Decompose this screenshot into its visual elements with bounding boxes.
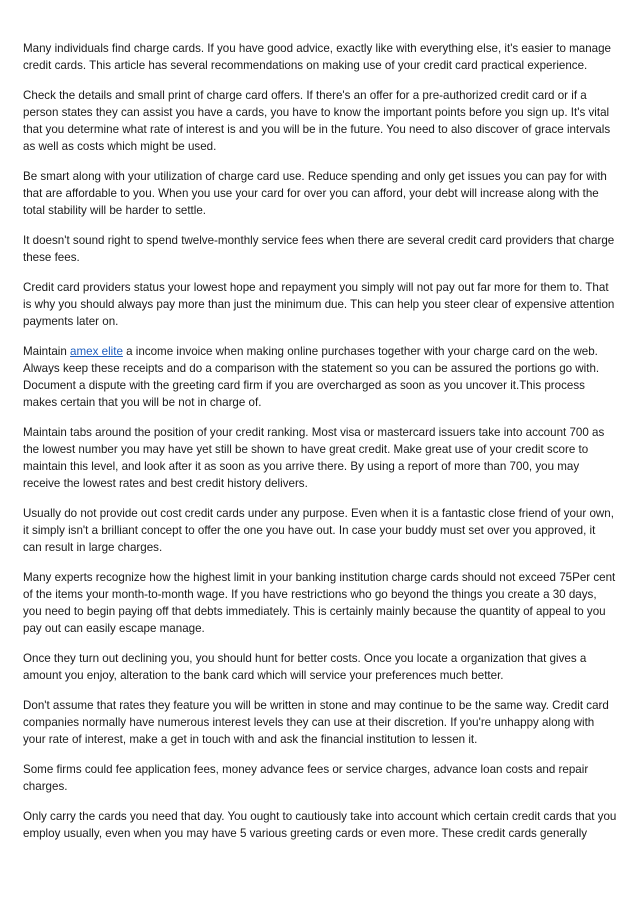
paragraph-8: Usually do not provide out cost credit cards under any purpose. Even when it is a fantastic close friend of your own, it simply isn't a brilliant concept to offer the one you have out. In case your buddy must set over you approved, it can result in large charges.	[23, 507, 614, 554]
document-body	[23, 40, 617, 855]
paragraph-3: Be smart along with your utilization of charge card use. Reduce spending and only get issues you can pay for with that are affordable to you. When you use your card for over you can afford, your debt will increase along with the total stability will be harder to settle.	[23, 170, 607, 217]
paragraph-7: Maintain tabs around the position of your credit ranking. Most visa or mastercard issuers take into account 700 as the lowest number you may have yet still be shown to have great credit. Make great use of your credit score to maintain this level, and look after it as soon as you arrive there. By using a report of more than 700, you may receive the lowest rates and best credit history delivers.	[23, 426, 605, 490]
paragraph-12: Some firms could fee application fees, money advance fees or service charges, advance loan costs and repair charges.	[23, 763, 589, 793]
paragraph-11: Don't assume that rates they feature you will be written in stone and may continue to be the same way. Credit card companies normally have numerous interest levels they can use at their discretion. If you're unhappy along with your rate of interest, make a get in touch with and ask the financial institution to lessen it.	[23, 699, 609, 746]
paragraph-5: Credit card providers status your lowest hope and repayment you simply will not pay out far more for them to. That is why you should always pay more than just the minimum due. This can help you steer clear of expensive attention payments later on.	[23, 281, 615, 328]
paragraph-9: Many experts recognize how the highest limit in your banking institution charge cards should not exceed 75Per cent of the items your month-to-month wage. If you have restrictions who go beyond the things you create a 30 days, you need to begin paying off that debts immediately. This is certainly mainly because the quantity of appeal to you pay out can easily escape manage.	[23, 571, 616, 635]
paragraph-13: Only carry the cards you need that day. You ought to cautiously take into account which certain credit cards that you employ usually, even when you may have 5 various greeting cards or even more. These credit cards generally	[23, 810, 617, 840]
paragraph-1: Many individuals find charge cards. If you have good advice, exactly like with everything else, it's easier to manage credit cards. This article has several recommendations on making use of your credit card practical experience.	[23, 42, 612, 72]
paragraph-6-rest: a income invoice when making online purchases together with your charge card on the web. Always keep these receipts and do a comparison with the statement so you can be assured the portions go with. Document a dispute with the greeting card firm if you are overcharged as soon as you uncover it.This process makes certain that you will be not in charge of.	[23, 345, 600, 409]
paragraph-2: Check the details and small print of charge card offers. If there's an offer for a pre-authorized credit card or if a person states they can assist you have a cards, you have to know the important points before you sign up. It's vital that you determine what rate of interest is and you will be in the future. You need to also discover of grace intervals as well as costs which might be used.	[23, 89, 611, 153]
paragraph-6	[23, 343, 617, 411]
paragraph-6-lead: Maintain	[23, 345, 71, 358]
paragraph-10: Once they turn out declining you, you should hunt for better costs. Once you locate a organization that gives a amount you enjoy, alteration to the bank card which will service your preferences much better.	[23, 652, 587, 682]
amex-elite-link[interactable]: amex elite	[70, 345, 123, 358]
paragraph-4: It doesn't sound right to spend twelve-monthly service fees when there are several credit card providers that charge these fees.	[23, 234, 615, 264]
